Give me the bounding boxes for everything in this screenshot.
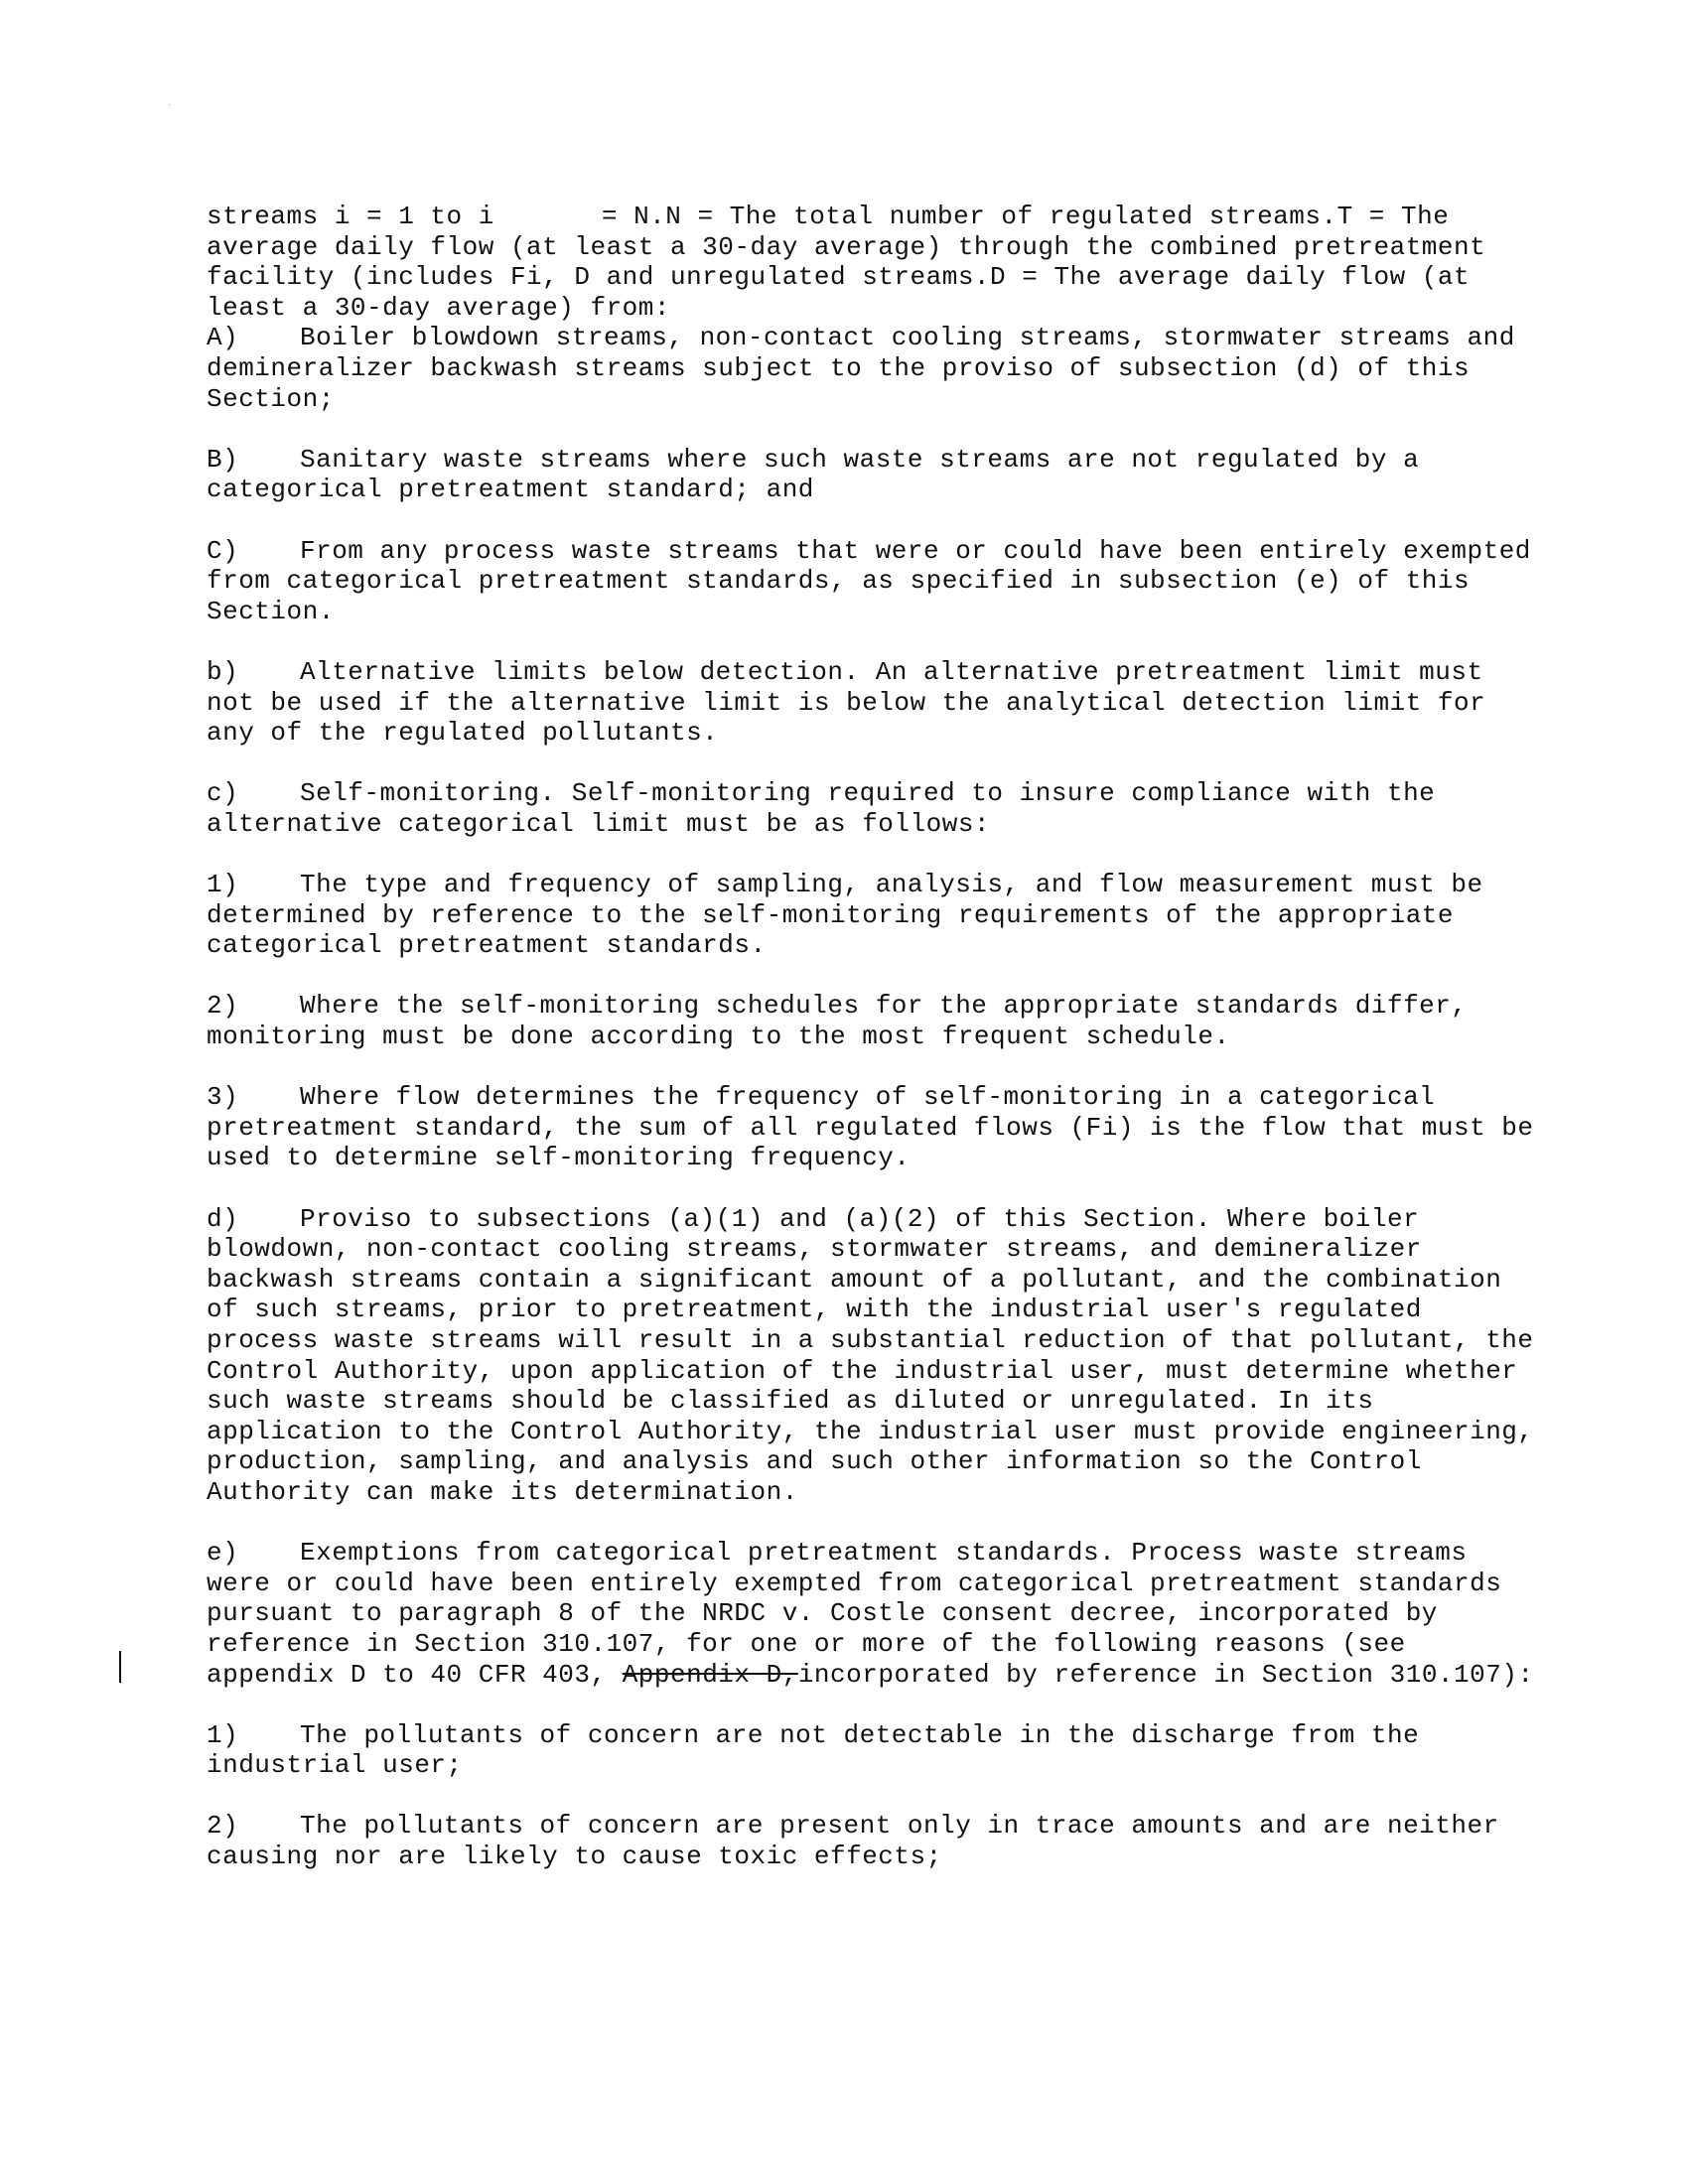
subsection-b — [207, 657, 1537, 749]
subsection-e-struck-text: Appendix D, — [622, 1659, 798, 1690]
subsection-c — [207, 778, 1537, 839]
item-B — [207, 445, 1537, 505]
scan-speck — [169, 104, 171, 105]
subsection-e-2-marker: 2) — [207, 1811, 239, 1842]
subsection-c-2 — [207, 991, 1537, 1051]
subsection-c-1-text: The type and frequency of sampling, analysis, and flow measurement must be determined by reference to the self-monitoring requirements of the appropriate categorical pretreatment standards. — [207, 870, 1483, 961]
subsection-b-marker: b) — [207, 656, 239, 687]
subsection-c-3-text: Where flow determines the frequency of self-monitoring in a categorical pretreatment standard, the sum of all regulated flows (Fi) is the flow that must be used to determine self-monitoring frequency. — [207, 1082, 1534, 1173]
subsection-e-2-text: The pollutants of concern are present only in trace amounts and are neither causing nor are likely to cause toxic effects; — [207, 1811, 1499, 1872]
subsection-c-3-marker: 3) — [207, 1082, 239, 1113]
definitions-part-2: = N.N = The total number of regulated streams.T = The average daily flow (at least a 30-day average) through the combined pretreatment facility (includes Fi, D and unregulated streams.D = The average daily flow (at least a 30-day average) from: — [207, 202, 1486, 323]
item-C — [207, 536, 1537, 627]
item-A-text: Boiler blowdown streams, non-contact cooling streams, stormwater streams and demineralizer backwash streams subject to the proviso of subsection (d) of this Section; — [207, 323, 1515, 414]
subsection-c-1 — [207, 870, 1537, 961]
subsection-d-text: Proviso to subsections (a)(1) and (a)(2) of this Section. Where boiler blowdown, non-contact cooling streams, stormwater streams, and demineralizer backwash streams contain a significant amount of a pollutant, and the combination of such streams, prior to pretreatment, with the industrial user's regulated process waste streams will result in a substantial reduction of that pollutant, the Control Authority, upon application of the industrial user, must determine whether such waste streams should be classified as diluted or unregulated. In its application to the Control Authority, the industrial user must provide engineering, production, sampling, and analysis and such other information so the Control Authority can make its determination. — [207, 1203, 1534, 1507]
subsection-e-text-after: incorporated by reference in Section 310.107): — [797, 1659, 1534, 1690]
subsection-c-1-marker: 1) — [207, 870, 239, 900]
subsection-e-text-before: Exemptions from categorical pretreatment standards. Process waste streams were or could have been entirely exempted from categorical pretreatment standards pursuant to paragraph 8 of the NRDC v. Costle consent decree, incorporated by reference in Section 310.107, for one or more of the following reasons (see appendix D to 40 CFR 403, — [207, 1538, 1502, 1690]
subsection-c-text: Self-monitoring. Self-monitoring required to insure compliance with the alternative categorical limit must be as follows: — [207, 778, 1436, 839]
subsection-c-2-text: Where the self-monitoring schedules for the appropriate standards differ, monitoring must be done according to the most frequent schedule. — [207, 991, 1468, 1052]
revision-change-bar — [119, 1651, 121, 1683]
document-body — [207, 202, 1537, 1902]
subsection-c-3 — [207, 1082, 1537, 1173]
subsection-b-text: Alternative limits below detection. An alternative pretreatment limit must not be used if the alternative limit is below the analytical detection limit for any of the regulated pollutants. — [207, 656, 1486, 749]
definitions-part-1: streams i = 1 to i — [207, 202, 494, 231]
subsection-e — [207, 1538, 1537, 1690]
item-C-text: From any process waste streams that were or could have been entirely exempted from categorical pretreatment standards, as specified in subsection (e) of this Section. — [207, 535, 1531, 626]
item-A-marker: A) — [207, 323, 239, 353]
subsection-e-1-text: The pollutants of concern are not detectable in the discharge from the industrial user; — [207, 1719, 1420, 1781]
item-C-marker: C) — [207, 535, 239, 566]
subsection-c-2-marker: 2) — [207, 991, 239, 1022]
subsection-e-marker: e) — [207, 1538, 239, 1569]
subsection-c-marker: c) — [207, 778, 239, 809]
subsection-e-1-marker: 1) — [207, 1719, 239, 1750]
item-B-marker: B) — [207, 444, 239, 475]
subsection-d — [207, 1204, 1537, 1508]
subsection-d-marker: d) — [207, 1203, 239, 1234]
definitions-paragraph — [207, 202, 1537, 323]
item-B-text: Sanitary waste streams where such waste streams are not regulated by a categorical pretreatment standard; and — [207, 444, 1420, 505]
subsection-e-2 — [207, 1811, 1537, 1871]
item-A — [207, 323, 1537, 414]
subsection-e-1 — [207, 1720, 1537, 1781]
